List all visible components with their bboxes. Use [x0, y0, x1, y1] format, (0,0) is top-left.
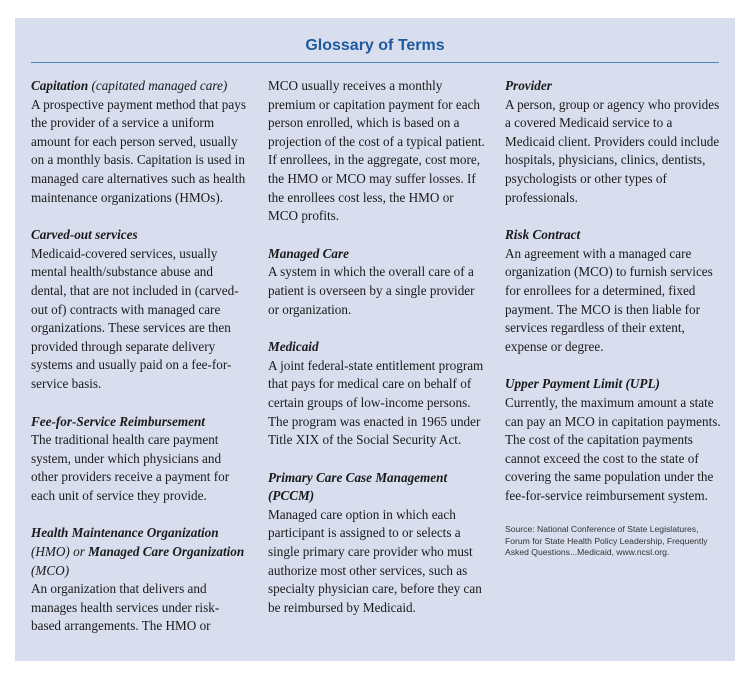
term-part: Managed Care: [268, 245, 349, 261]
glossary-entry: [505, 226, 721, 356]
glossary-definition: Medicaid-covered services, usually mental health/substance abuse and dental, that are not included in (carved-out of) contracts with managed care organizations. These services are then provided through separate delivery systems and usually paid on a fee-for-service basis.: [31, 245, 239, 391]
glossary-entry: [268, 338, 487, 450]
glossary-entry: [268, 77, 487, 226]
term-part: (MCO): [31, 562, 70, 578]
term-part: Capitation: [31, 78, 92, 93]
glossary-panel: [15, 18, 735, 661]
term-part: Carved-out services: [31, 227, 138, 243]
glossary-definition: The traditional health care payment system, under which physicians and other providers receive a payment for each unit of service they provide.: [31, 432, 230, 503]
term-part: Managed Care Organization: [88, 544, 245, 560]
glossary-definition: A system in which the overall care of a patient is overseen by a single provider or organization.: [268, 264, 475, 317]
term-part: Risk Contract: [505, 227, 581, 243]
glossary-column-2: [268, 77, 487, 636]
source-citation: Source: National Conference of State Legislatures, Forum for State Health Policy Leadership, Frequently Asked Questions...Medicaid, www.ncsl.org.: [505, 524, 708, 558]
term-part: Primary Care Case Management (PCCM): [268, 469, 448, 504]
glossary-definition: A joint federal-state entitlement program that pays for medical care on behalf of certain groups of low-income persons. The program was enacted in 1965 under Title XIX of the Social Security Act.: [268, 357, 484, 448]
glossary-definition: An organization that delivers and manages health services under risk-based arrangements. The HMO or: [31, 581, 220, 634]
glossary-column-1: [31, 77, 247, 655]
glossary-term: [268, 338, 487, 357]
glossary-term: [31, 77, 247, 96]
glossary-term: [31, 226, 247, 245]
term-part: Fee-for-Service Reimbursement: [31, 413, 205, 429]
glossary-entry: [31, 77, 247, 207]
term-part: Provider: [505, 78, 552, 93]
glossary-entry: [31, 413, 247, 506]
term-part: (HMO) or: [31, 544, 89, 560]
term-part: Upper Payment Limit (UPL): [505, 376, 660, 392]
glossary-term: [505, 77, 721, 96]
glossary-entry: [505, 77, 721, 207]
glossary-column-3: [505, 77, 721, 559]
term-part: Health Maintenance Organization: [31, 525, 219, 541]
glossary-entry: [31, 226, 247, 393]
glossary-term: [505, 375, 721, 394]
glossary-term: [268, 245, 487, 264]
glossary-entry: [31, 524, 247, 636]
glossary-definition: A person, group or agency who provides a covered Medicaid service to a Medicaid client. Providers could include hospitals, physicians, clinics, dentists, psychologists or other types of professionals.: [505, 96, 720, 205]
glossary-definition: A prospective payment method that pays the provider of a service a uniform amount for each person served, usually on a monthly basis. Capitation is used in managed care alternatives such as health maintenance organizations (HMOs).: [31, 96, 246, 205]
glossary-term: [505, 226, 721, 245]
glossary-entry: [505, 375, 721, 505]
term-part: Medicaid: [268, 339, 319, 355]
glossary-definition: An agreement with a managed care organization (MCO) to furnish services for enrollees for a determined, fixed payment. The MCO is then liable for services regardless of their extent, expense or degree.: [505, 245, 713, 354]
title-divider: [31, 62, 719, 63]
glossary-entry: [268, 245, 487, 319]
glossary-definition: Currently, the maximum amount a state can pay an MCO in capitation payments. The cost of the capitation payments cannot exceed the cost to the state of covering the same population under the fee-for-service reimbursement system.: [505, 394, 721, 503]
glossary-term: [268, 469, 487, 506]
glossary-definition: MCO usually receives a monthly premium or capitation payment for each person enrolled, which is based on a projection of the cost of a typical patient. If enrollees, in the aggregate, cost more, the HMO or MCO may suffer losses. If the enrollees cost less, the HMO or MCO profits.: [268, 78, 485, 224]
page-title: Glossary of Terms: [305, 37, 445, 54]
glossary-term: [31, 524, 247, 580]
glossary-definition: Managed care option in which each participant is assigned to or selects a single primary care provider who must authorize most other services, such as specialty physician care, before they can be reimbursed by Medicaid.: [268, 506, 482, 615]
glossary-term: [31, 413, 247, 432]
glossary-entry: [268, 469, 487, 618]
term-part: (capitated managed care): [91, 78, 228, 93]
